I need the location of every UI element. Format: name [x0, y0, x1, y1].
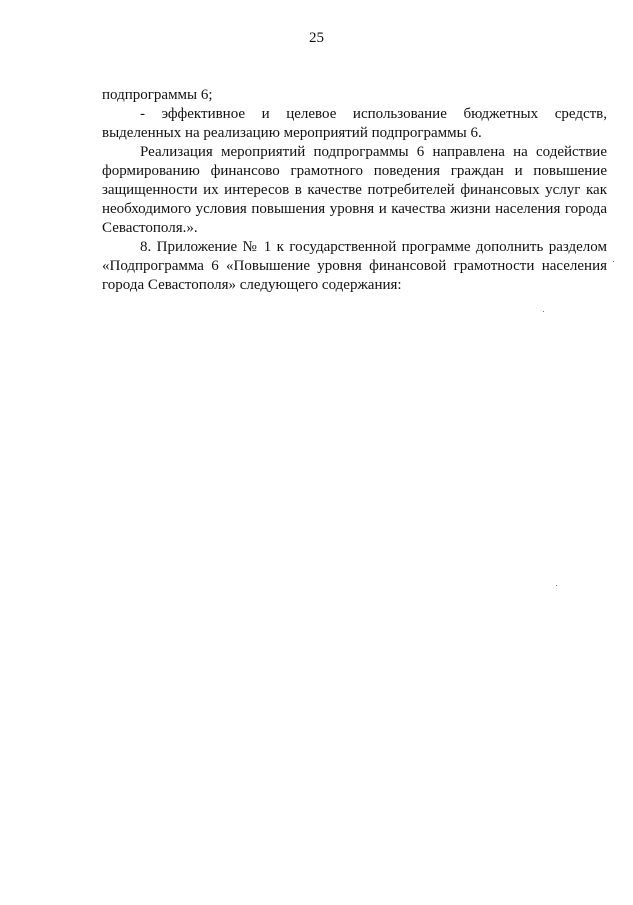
scan-speck: [613, 261, 614, 262]
page-number: 25: [309, 30, 324, 46]
paragraph-continuation: подпрограммы 6;: [102, 87, 213, 103]
paragraph-list-item: - эффективное и целевое использование бюджетных средств, выделенных на реализацию мероприятий подпрограммы 6.: [102, 106, 607, 141]
paragraph-implementation: Реализация мероприятий подпрограммы 6 направлена на содействие формированию финансово грамотного поведения граждан и повышение защищенности их интересов в качестве потребителей финансовых услуг как необходимого условия повышения уровня и качества жизни населения города Севастополя.».: [102, 144, 607, 236]
scan-speck: [556, 585, 557, 586]
document-body: [102, 86, 607, 295]
scan-speck: [543, 311, 544, 312]
paragraph-item-8: 8. Приложение № 1 к государственной программе дополнить разделом «Подпрограмма 6 «Повышение уровня финансовой грамотности населения города Севастополя» следующего содержания:: [102, 239, 607, 293]
